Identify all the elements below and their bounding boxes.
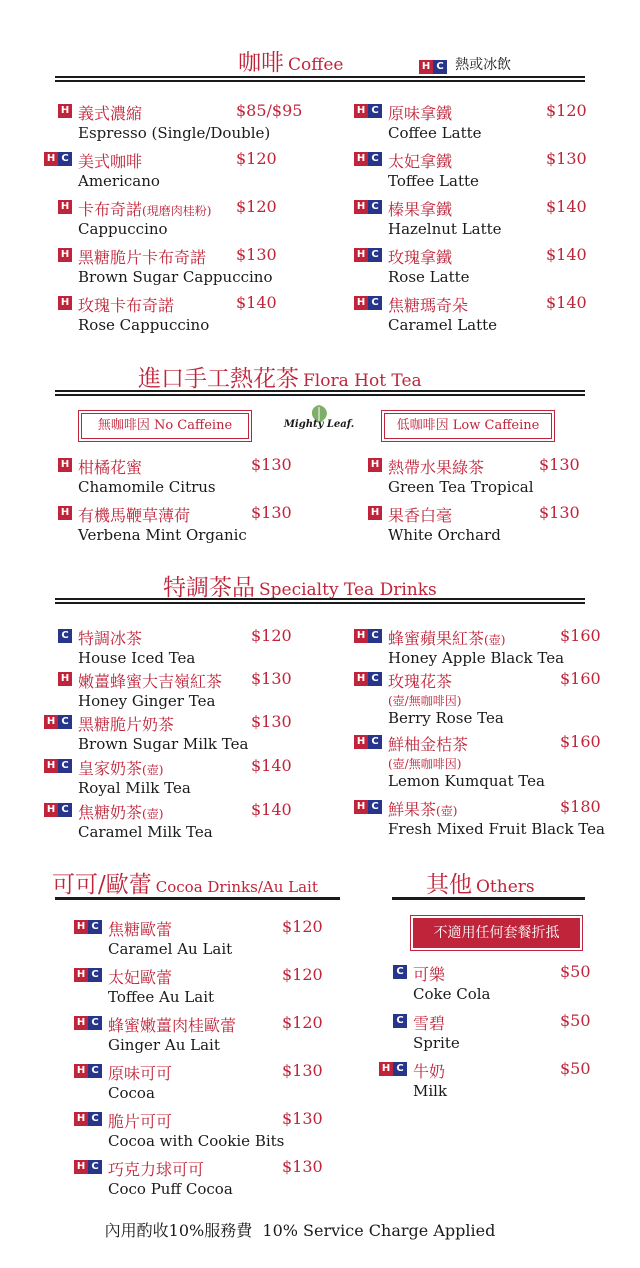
hc-icon: H C	[74, 1016, 102, 1030]
item-name-zh: 玫瑰卡布奇諾	[78, 296, 175, 315]
menu-item	[76, 1013, 323, 1054]
item-price: $120	[282, 1013, 323, 1032]
h-icon: H	[58, 104, 72, 118]
menu-item	[76, 917, 323, 958]
item-price: $160	[560, 669, 601, 688]
item-name-en: Toffee Au Lait	[108, 988, 215, 1006]
h-icon: H	[58, 200, 72, 214]
hc-icon: H C	[74, 968, 102, 982]
menu-item	[60, 669, 292, 710]
logo-text: Mighty Leaf.	[283, 419, 355, 430]
item-name-zh: 玫瑰花茶	[388, 672, 453, 691]
menu-item	[356, 101, 587, 142]
coffee-divider	[55, 76, 585, 82]
hc-icon: H C	[354, 735, 382, 749]
cocoa-title-en: Cocoa Drinks/Au Lait	[155, 878, 318, 896]
item-price: $130	[251, 455, 292, 474]
menu-item	[46, 800, 292, 841]
item-name-en: Lemon Kumquat Tea	[388, 772, 545, 790]
item-name-zh: 脆片可可	[108, 1112, 173, 1131]
menu-item	[60, 455, 292, 496]
item-note: (壺/無咖啡因)	[388, 757, 462, 771]
item-name-en: Coffee Latte	[388, 124, 482, 142]
legend-text: 熱或冰飲	[455, 57, 512, 73]
item-name-en: Cocoa	[108, 1084, 155, 1102]
item-price: $130	[282, 1061, 323, 1080]
item-name-zh: 原味可可	[108, 1064, 173, 1083]
hc-icon: H C	[354, 248, 382, 262]
item-price: $120	[282, 965, 323, 984]
item-price: $130	[236, 245, 277, 264]
item-price: $130	[282, 1157, 323, 1176]
hc-icon: H C	[74, 1064, 102, 1078]
menu-item	[356, 732, 601, 790]
item-price: $120	[282, 917, 323, 936]
h-icon: H	[368, 506, 382, 520]
item-name-en: Caramel Latte	[388, 316, 498, 334]
item-price: $50	[560, 962, 591, 981]
item-name-en: Rose Latte	[388, 268, 470, 286]
item-price: $130	[282, 1109, 323, 1128]
item-price: $160	[560, 732, 601, 751]
item-price: $140	[251, 800, 292, 819]
item-name-zh: 焦糖奶茶(壺)	[78, 803, 164, 822]
menu-item	[60, 245, 277, 286]
item-name-zh: 嫩薑蜂蜜大吉嶺紅茶	[78, 672, 223, 691]
item-name-zh: 義式濃縮	[78, 104, 143, 123]
hc-legend	[419, 54, 511, 74]
coffee-title	[238, 44, 343, 77]
hc-icon: H C	[354, 800, 382, 814]
item-name-zh: 黑糖脆片奶茶	[78, 715, 175, 734]
item-price: $85/$95	[236, 101, 303, 120]
item-name-en: Brown Sugar Milk Tea	[78, 735, 249, 753]
item-name-en: Ginger Au Lait	[108, 1036, 220, 1054]
item-name-zh: 柑橘花蜜	[78, 458, 143, 477]
item-price: $160	[560, 626, 601, 645]
item-name-zh: 原味拿鐵	[388, 104, 453, 123]
item-price: $130	[546, 149, 587, 168]
item-name-zh: 焦糖歐蕾	[108, 920, 173, 939]
item-name-en: White Orchard	[388, 526, 501, 544]
item-name-zh: 鮮果茶(壺)	[388, 800, 458, 819]
h-icon: H	[58, 296, 72, 310]
specialty-title-en: Specialty Tea Drinks	[259, 580, 437, 600]
menu-item	[356, 197, 587, 238]
item-name-zh: 太妃拿鐵	[388, 152, 453, 171]
item-note: (現磨肉桂粉)	[142, 204, 212, 218]
h-icon: H	[58, 506, 72, 520]
menu-item	[76, 1157, 323, 1198]
h-icon: H	[58, 248, 72, 262]
hc-icon: H C	[44, 803, 72, 817]
item-name-en: House Iced Tea	[78, 649, 196, 667]
hc-icon: H C	[74, 1112, 102, 1126]
menu-item	[356, 293, 587, 334]
coffee-title-en: Coffee	[288, 55, 344, 75]
hc-icon: H C	[419, 60, 447, 74]
item-name-zh: 玫瑰拿鐵	[388, 248, 453, 267]
item-name-zh: 太妃歐蕾	[108, 968, 173, 987]
menu-item	[60, 197, 277, 238]
others-title-zh: 其他	[426, 872, 472, 898]
menu-item	[60, 101, 303, 142]
menu-item	[396, 1011, 591, 1052]
h-icon: H	[58, 672, 72, 686]
flora-title-en: Flora Hot Tea	[303, 371, 422, 391]
others-title-en: Others	[476, 877, 535, 897]
flora-title	[138, 360, 422, 393]
coffee-title-zh: 咖啡	[238, 50, 284, 76]
item-name-en: Cappuccino	[78, 220, 168, 238]
hc-icon: H C	[354, 296, 382, 310]
item-name-en: Green Tea Tropical	[388, 478, 534, 496]
c-icon: C	[58, 629, 72, 643]
item-name-zh: 美式咖啡	[78, 152, 143, 171]
hc-icon: H C	[354, 104, 382, 118]
item-name-zh: 黑糖脆片卡布奇諾	[78, 248, 207, 267]
service-charge-footer: 內用酌收10%服務費 10% Service Charge Applied	[104, 1221, 496, 1240]
item-price: $140	[546, 245, 587, 264]
menu-item	[46, 756, 292, 797]
flora-divider	[55, 390, 585, 396]
menu-item	[61, 626, 292, 667]
c-icon: C	[393, 1014, 407, 1028]
item-name-zh: 可樂	[413, 965, 446, 984]
item-name-en: Milk	[413, 1082, 448, 1100]
menu-item	[356, 669, 601, 727]
no-discount-note: 不適用任何套餐折抵	[413, 918, 580, 948]
menu-item	[76, 965, 323, 1006]
item-name-en: Caramel Au Lait	[108, 940, 233, 958]
menu-item	[370, 455, 580, 496]
flora-title-zh: 進口手工熱花茶	[138, 366, 299, 392]
item-price: $50	[560, 1011, 591, 1030]
item-name-zh: 巧克力球可可	[108, 1160, 205, 1179]
menu-item	[60, 293, 277, 334]
item-name-en: Fresh Mixed Fruit Black Tea	[388, 820, 605, 838]
hc-icon: H C	[44, 152, 72, 166]
item-name-en: Honey Apple Black Tea	[388, 649, 565, 667]
h-icon: H	[368, 458, 382, 472]
hc-icon: H C	[379, 1062, 407, 1076]
hc-icon: H C	[44, 715, 72, 729]
cocoa-divider	[55, 897, 340, 900]
item-note: (壺/無咖啡因)	[388, 694, 462, 708]
item-note: (壺)	[142, 807, 164, 821]
item-name-zh: 皇家奶茶(壺)	[78, 759, 164, 778]
item-price: $140	[236, 293, 277, 312]
item-name-zh: 鮮柚金桔茶	[388, 735, 469, 754]
menu-item	[46, 712, 292, 753]
item-name-zh: 焦糖瑪奇朵	[388, 296, 469, 315]
hc-icon: H C	[354, 672, 382, 686]
item-name-zh: 榛果拿鐵	[388, 200, 453, 219]
no-caffeine-label: 無咖啡因 No Caffeine	[81, 413, 249, 439]
hc-icon: H C	[354, 152, 382, 166]
item-price: $130	[539, 503, 580, 522]
menu-item	[60, 503, 292, 544]
item-name-en: Honey Ginger Tea	[78, 692, 216, 710]
item-name-zh: 雪碧	[413, 1014, 446, 1033]
item-name-en: Espresso (Single/Double)	[78, 124, 271, 142]
item-name-en: Toffee Latte	[388, 172, 479, 190]
mighty-leaf-logo	[283, 403, 355, 443]
hc-icon: H C	[74, 920, 102, 934]
menu-item	[356, 797, 605, 838]
hc-icon: H C	[44, 759, 72, 773]
item-name-zh: 果香白毫	[388, 506, 453, 525]
cocoa-title	[52, 866, 318, 899]
hc-icon: H C	[74, 1160, 102, 1174]
item-price: $120	[546, 101, 587, 120]
item-price: $180	[560, 797, 601, 816]
item-price: $120	[236, 149, 277, 168]
specialty-divider	[55, 598, 585, 604]
item-name-en: Royal Milk Tea	[78, 779, 191, 797]
menu-item	[370, 503, 580, 544]
item-name-en: Sprite	[413, 1034, 460, 1052]
c-icon: C	[393, 965, 407, 979]
menu-item	[356, 149, 587, 190]
hc-icon: H C	[354, 629, 382, 643]
h-icon: H	[58, 458, 72, 472]
item-price: $120	[251, 626, 292, 645]
item-name-zh: 卡布奇諾(現磨肉桂粉)	[78, 200, 212, 219]
item-note: (壺)	[484, 633, 506, 647]
item-price: $120	[236, 197, 277, 216]
others-divider	[392, 897, 585, 900]
item-name-en: Coke Cola	[413, 985, 491, 1003]
item-name-en: Brown Sugar Cappuccino	[78, 268, 273, 286]
item-price: $130	[539, 455, 580, 474]
menu-item	[46, 149, 277, 190]
item-name-zh: 熱帶水果綠茶	[388, 458, 485, 477]
item-price: $140	[546, 293, 587, 312]
item-price: $140	[251, 756, 292, 775]
item-name-en: Hazelnut Latte	[388, 220, 502, 238]
item-name-en: Coco Puff Cocoa	[108, 1180, 233, 1198]
item-note: (壺)	[142, 763, 164, 777]
item-name-zh: 蜂蜜蘋果紅茶(壺)	[388, 629, 506, 648]
menu-item	[76, 1061, 323, 1102]
low-caffeine-label: 低咖啡因 Low Caffeine	[384, 413, 552, 439]
item-name-en: Caramel Milk Tea	[78, 823, 213, 841]
menu-item	[381, 1059, 591, 1100]
item-note: (壺)	[436, 804, 458, 818]
menu-item	[356, 626, 601, 667]
menu-item	[396, 962, 591, 1003]
hc-icon: H C	[354, 200, 382, 214]
item-name-en: Cocoa with Cookie Bits	[108, 1132, 285, 1150]
item-name-en: Americano	[78, 172, 160, 190]
item-price: $140	[546, 197, 587, 216]
item-name-en: Verbena Mint Organic	[78, 526, 247, 544]
cocoa-title-zh: 可可/歐蕾	[52, 872, 152, 898]
others-title	[426, 866, 535, 899]
specialty-title-zh: 特調茶品	[163, 575, 255, 601]
item-name-en: Rose Cappuccino	[78, 316, 210, 334]
item-name-zh: 有機馬鞭草薄荷	[78, 506, 191, 525]
item-price: $50	[560, 1059, 591, 1078]
item-name-zh: 牛奶	[413, 1062, 446, 1081]
menu-item	[356, 245, 587, 286]
item-name-zh: 蜂蜜嫩薑肉桂歐蕾	[108, 1016, 237, 1035]
item-name-zh: 特調冰茶	[78, 629, 143, 648]
menu-item	[76, 1109, 323, 1150]
item-price: $130	[251, 503, 292, 522]
item-price: $130	[251, 712, 292, 731]
item-price: $130	[251, 669, 292, 688]
item-name-en: Chamomile Citrus	[78, 478, 216, 496]
item-name-en: Berry Rose Tea	[388, 709, 504, 727]
